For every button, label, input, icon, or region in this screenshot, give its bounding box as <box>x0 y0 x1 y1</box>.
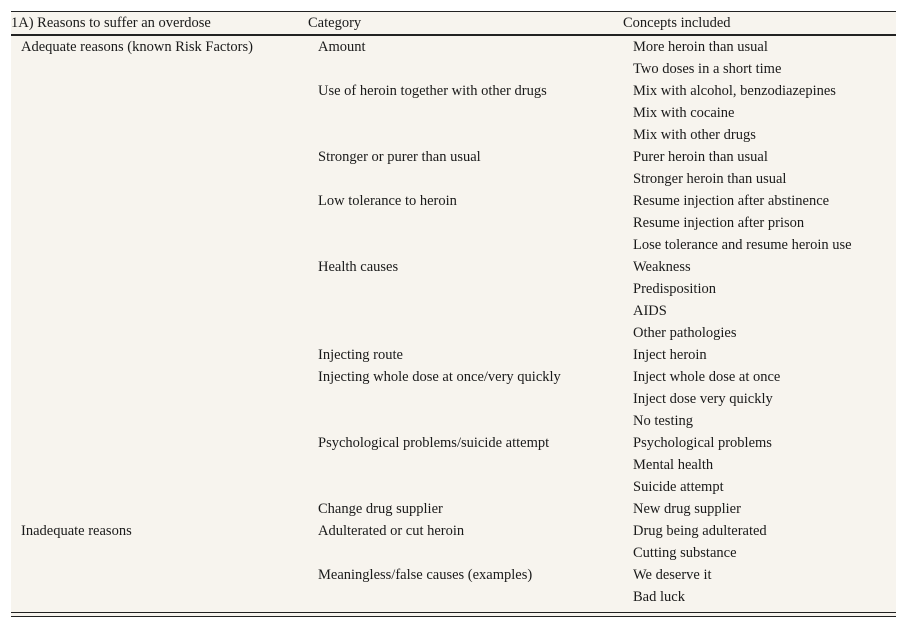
category-cell <box>308 586 615 608</box>
table-row <box>11 80 896 102</box>
concept-cell: AIDS <box>633 303 667 319</box>
reason-cell <box>11 58 308 80</box>
reason-cell <box>11 300 308 322</box>
category-cell: Use of heroin together with other drugs <box>318 83 547 99</box>
table-row <box>11 388 896 410</box>
category-cell <box>308 234 615 256</box>
concept-cell: Resume injection after abstinence <box>633 193 830 209</box>
category-cell <box>308 168 615 190</box>
table-row <box>11 454 896 476</box>
category-cell: Low tolerance to heroin <box>318 193 457 209</box>
category-cell <box>308 102 615 124</box>
reason-cell <box>11 168 308 190</box>
category-cell: Psychological problems/suicide attempt <box>318 435 550 451</box>
category-cell: Health causes <box>318 259 399 275</box>
concept-cell: Suicide attempt <box>633 479 724 495</box>
table-row <box>11 476 896 498</box>
table-row <box>11 322 896 344</box>
table-row <box>11 146 896 168</box>
table-row <box>11 586 896 608</box>
reason-cell: Inadequate reasons <box>21 523 132 539</box>
table-row <box>11 124 896 146</box>
concept-cell: Purer heroin than usual <box>633 149 768 165</box>
category-cell <box>308 300 615 322</box>
table-row <box>11 190 896 212</box>
table-row <box>11 542 896 564</box>
category-cell <box>308 476 615 498</box>
table-row <box>11 564 896 586</box>
overdose-reasons-table <box>11 11 896 617</box>
category-cell <box>308 454 615 476</box>
concept-cell: No testing <box>633 413 694 429</box>
reason-cell <box>11 366 308 388</box>
concept-cell: Predisposition <box>633 281 716 297</box>
reason-cell <box>11 410 308 432</box>
table-row <box>11 300 896 322</box>
reason-cell <box>11 234 308 256</box>
concept-cell: Mix with alcohol, benzodiazepines <box>633 83 836 99</box>
table-row <box>11 366 896 388</box>
table-row <box>11 432 896 454</box>
category-cell <box>308 542 615 564</box>
concept-cell: We deserve it <box>633 567 712 583</box>
reason-cell <box>11 256 308 278</box>
table-row <box>11 410 896 432</box>
reason-cell <box>11 212 308 234</box>
reason-cell <box>11 498 308 520</box>
category-cell: Meaningless/false causes (examples) <box>318 567 533 583</box>
concept-cell: Inject heroin <box>633 347 707 363</box>
table-row <box>11 256 896 278</box>
reason-cell <box>11 80 308 102</box>
header-concepts: Concepts included <box>615 12 896 35</box>
bottom-rule <box>11 612 896 617</box>
category-cell <box>308 322 615 344</box>
table-header <box>11 12 896 35</box>
reason-cell <box>11 476 308 498</box>
category-cell: Injecting route <box>318 347 403 363</box>
concept-cell: Resume injection after prison <box>633 215 805 231</box>
concept-cell: Inject whole dose at once <box>633 369 781 385</box>
category-cell <box>308 212 615 234</box>
table-body <box>11 35 896 608</box>
concept-cell: Bad luck <box>633 589 685 605</box>
table-row <box>11 168 896 190</box>
table-row <box>11 35 896 58</box>
concept-cell: More heroin than usual <box>633 39 768 55</box>
reason-cell <box>11 344 308 366</box>
reason-cell <box>11 278 308 300</box>
reason-cell <box>11 146 308 168</box>
table-row <box>11 234 896 256</box>
category-cell: Change drug supplier <box>318 501 443 517</box>
reason-cell: Adequate reasons (known Risk Factors) <box>21 39 253 55</box>
category-cell: Stronger or purer than usual <box>318 149 481 165</box>
concept-cell: Inject dose very quickly <box>633 391 773 407</box>
reason-cell <box>11 542 308 564</box>
header-category: Category <box>308 12 615 35</box>
concept-cell: New drug supplier <box>633 501 741 517</box>
concept-cell: Other pathologies <box>633 325 737 341</box>
category-cell <box>308 124 615 146</box>
reason-cell <box>11 454 308 476</box>
table-row <box>11 498 896 520</box>
reason-cell <box>11 124 308 146</box>
category-cell <box>308 58 615 80</box>
concept-cell: Two doses in a short time <box>633 61 782 77</box>
concept-cell: Mental health <box>633 457 714 473</box>
category-cell <box>308 278 615 300</box>
category-cell <box>308 388 615 410</box>
concept-cell: Psychological problems <box>633 435 772 451</box>
table-row <box>11 520 896 542</box>
reason-cell <box>11 432 308 454</box>
category-cell: Injecting whole dose at once/very quickly <box>318 369 561 385</box>
category-cell <box>308 410 615 432</box>
concept-cell: Cutting substance <box>633 545 737 561</box>
concept-cell: Weakness <box>633 259 691 275</box>
reason-cell <box>11 102 308 124</box>
reason-cell <box>11 322 308 344</box>
reason-cell <box>11 190 308 212</box>
table <box>11 12 896 608</box>
concept-cell: Mix with other drugs <box>633 127 756 143</box>
concept-cell: Stronger heroin than usual <box>633 171 787 187</box>
category-cell: Adulterated or cut heroin <box>318 523 465 539</box>
table-row <box>11 212 896 234</box>
reason-cell <box>11 564 308 586</box>
table-row <box>11 58 896 80</box>
concept-cell: Drug being adulterated <box>633 523 767 539</box>
concept-cell: Lose tolerance and resume heroin use <box>633 237 852 253</box>
table-row <box>11 278 896 300</box>
table-row <box>11 344 896 366</box>
reason-cell <box>11 388 308 410</box>
header-reasons: 1A) Reasons to suffer an overdose <box>11 12 308 35</box>
reason-cell <box>11 586 308 608</box>
concept-cell: Mix with cocaine <box>633 105 735 121</box>
category-cell: Amount <box>318 39 366 55</box>
table-row <box>11 102 896 124</box>
header-row <box>11 12 896 35</box>
